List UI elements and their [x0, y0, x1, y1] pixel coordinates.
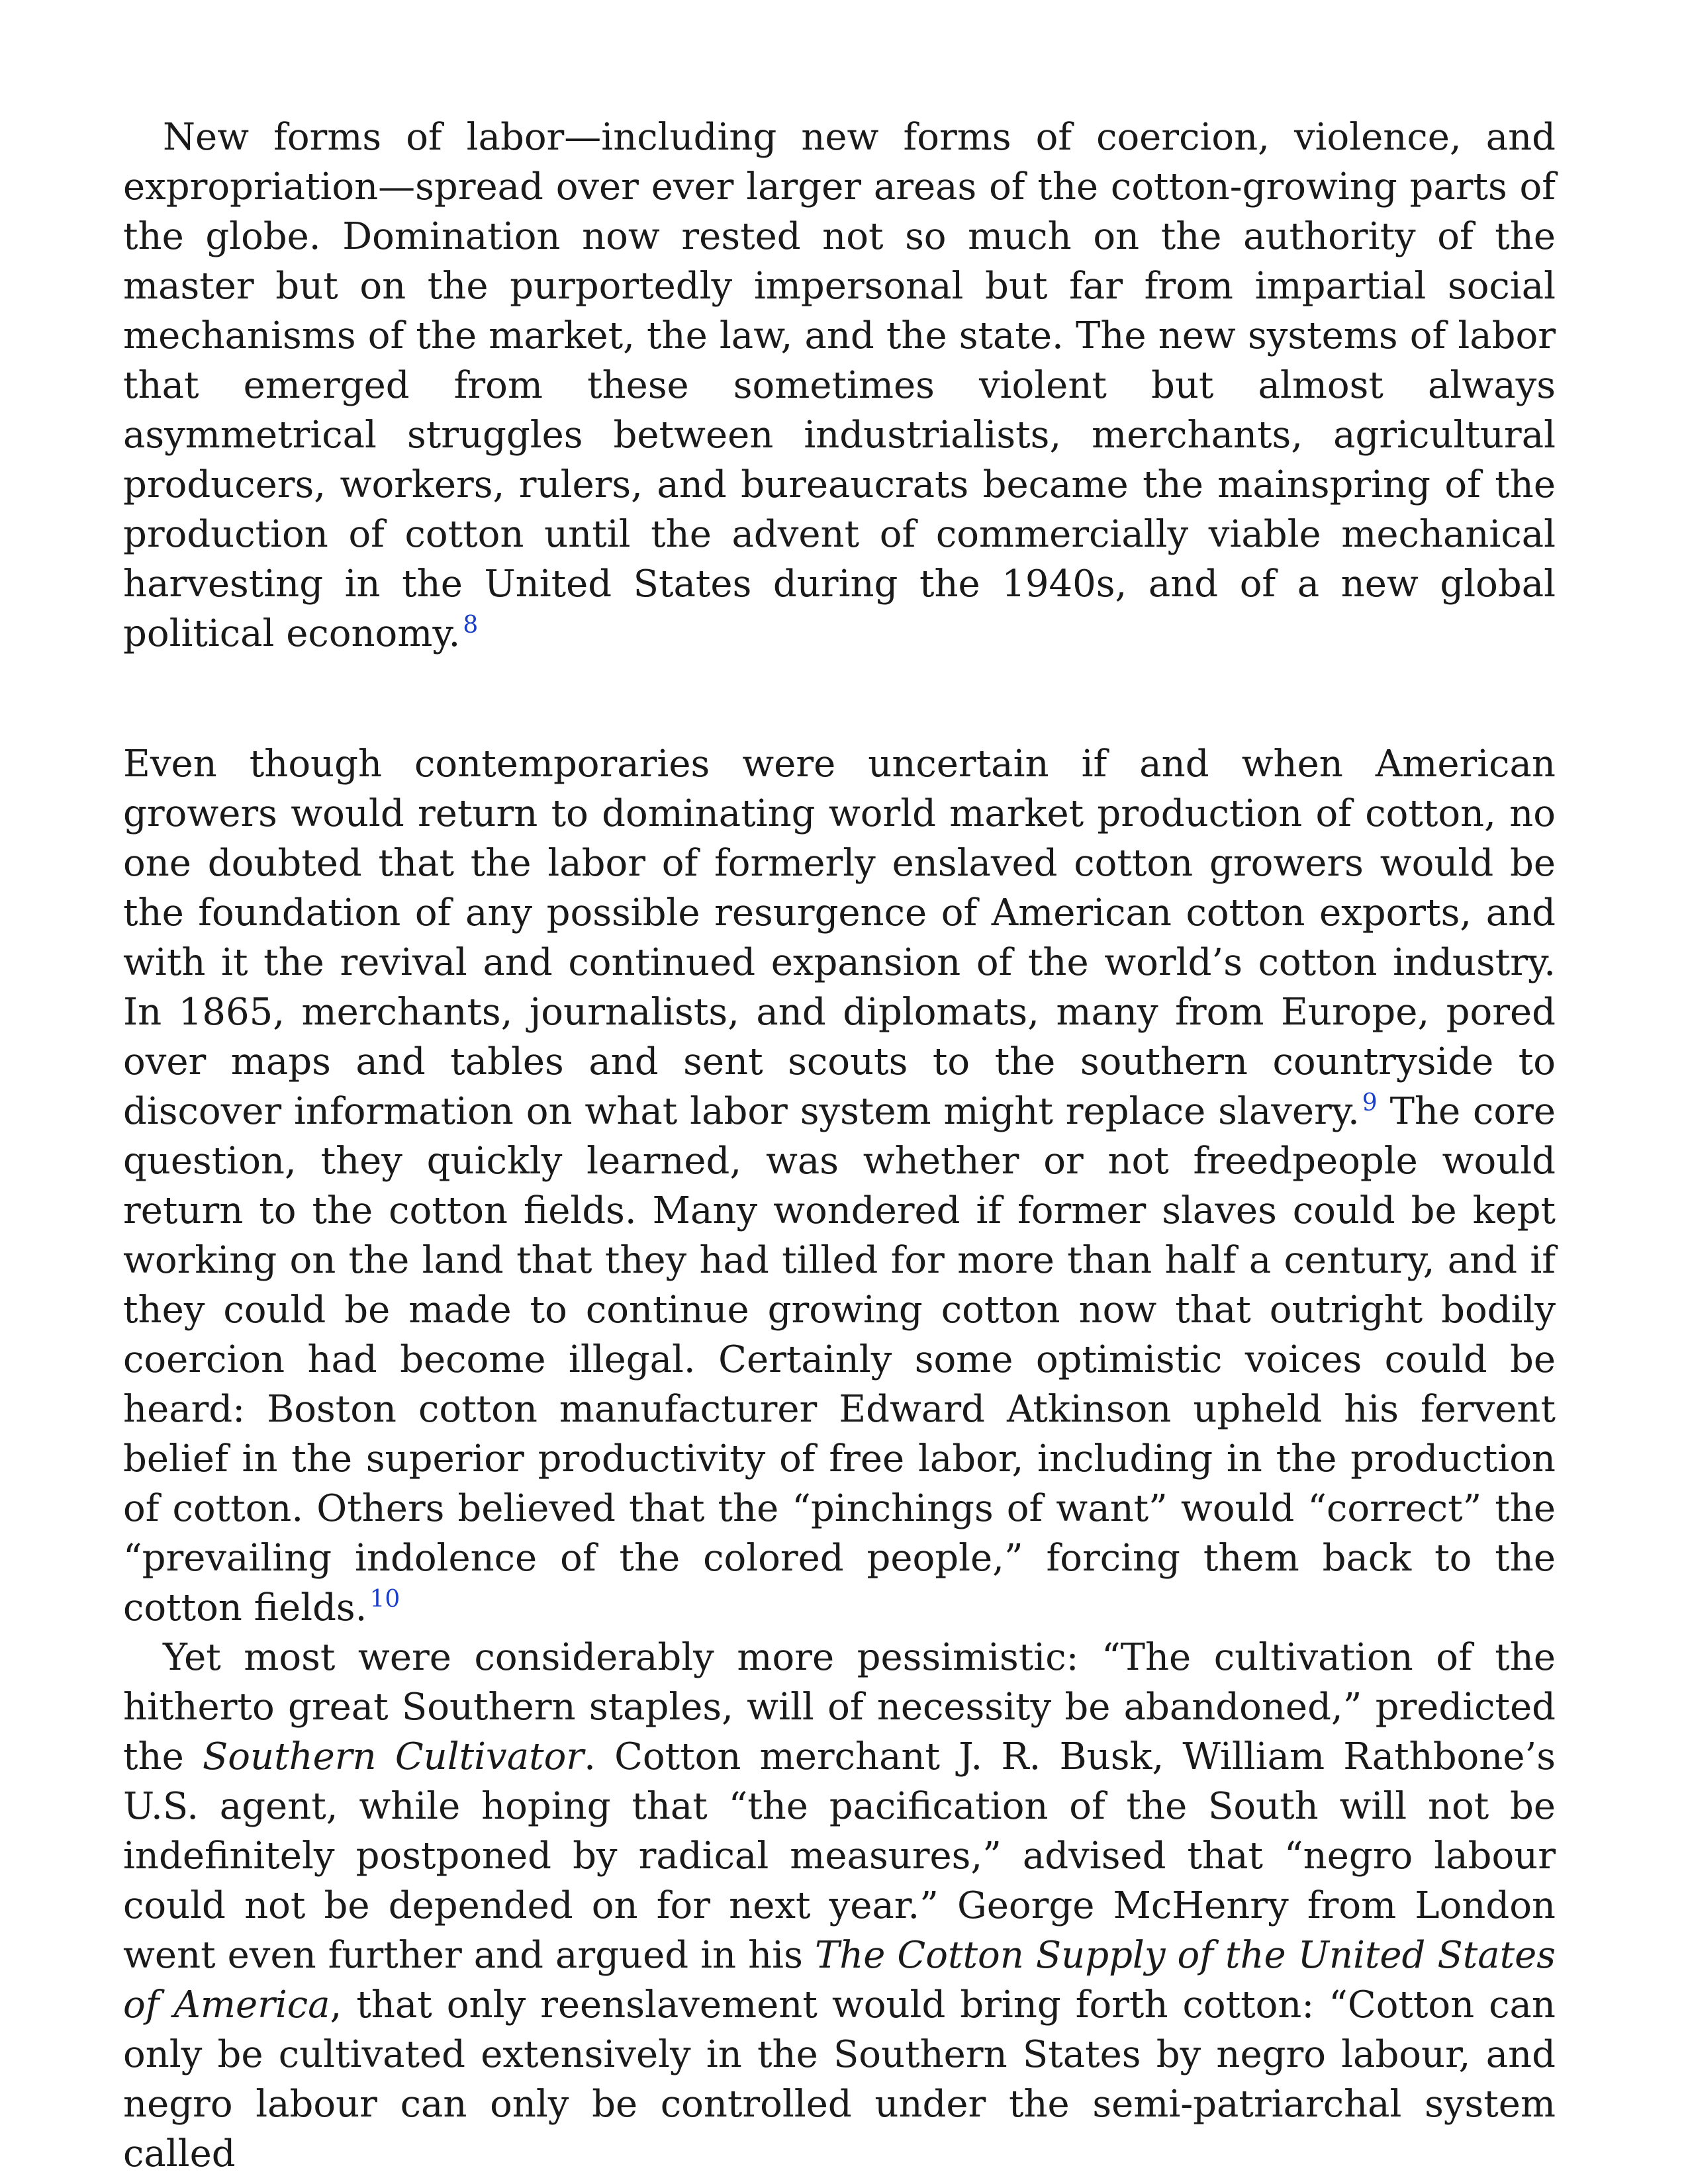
- footnote-link-9[interactable]: 9: [1362, 1089, 1378, 1116]
- paragraph-3: [123, 1633, 1556, 2179]
- title-southern-cultivator: Southern Cultivator: [202, 1735, 585, 1778]
- footnote-link-10[interactable]: 10: [369, 1586, 400, 1613]
- paragraph-3-text-c: , that only reenslavement would bring forth cotton: “Cotton can only be cultivated extensively in the Southern States by negro labour, and negro labour can only be controlled under the semi-patriarchal system called: [123, 1983, 1556, 2175]
- paragraph-3-text-b: . Cotton merchant J. R. Busk, William Rathbone’s U.S. agent, while hoping that “the pacification of the South will not be indefinitely postponed by radical measures,” advised that “negro labour could not be depended on for next year.” George McHenry from London went even further and argued in his: [123, 1735, 1556, 1977]
- paragraph-2: [123, 739, 1556, 1633]
- paragraph-3-text-a: Yet most were considerably more pessimistic: “The cultivation of the hitherto great Southern staples, will of necessity be abandoned,” predicted the: [123, 1636, 1556, 1778]
- document-page: [123, 113, 1556, 2179]
- footnote-link-8[interactable]: 8: [463, 612, 479, 639]
- paragraph-2-text-a: Even though contemporaries were uncertain if and when American growers would return to dominating world market production of cotton, no one doubted that the labor of formerly enslaved cotton growers would be the foundation of any possible resurgence of American cotton exports, and with it the revival and continued expansion of the world’s cotton industry. In 1865, merchants, journalists, and diplomats, many from Europe, pored over maps and tables and sent scouts to the southern countryside to discover information on what labor system might replace slavery.: [123, 743, 1556, 1133]
- paragraph-2-text-b: The core question, they quickly learned, was whether or not freedpeople would return to the cotton fields. Many wondered if former slaves could be kept working on the land that they had tilled for more than half a century, and if they could be made to continue growing cotton now that outright bodily coercion had become illegal. Certainly some optimistic voices could be heard: Boston cotton manufacturer Edward Atkinson upheld his fervent belief in the superior productivity of free labor, including in the production of cotton. Others believed that the “pinchings of want” would “correct” the “prevailing indolence of the colored people,” forcing them back to the cotton fields.: [123, 1090, 1556, 1629]
- paragraph-1-text: New forms of labor—including new forms of coercion, violence, and expropriation—spread over ever larger areas of the cotton-growing parts of the globe. Domination now rested not so much on the authority of the master but on the purportedly impersonal but far from impartial social mechanisms of the market, the law, and the state. The new systems of labor that emerged from these sometimes violent but almost always asymmetrical struggles between industrialists, merchants, agricultural producers, workers, rulers, and bureaucrats became the mainspring of the production of cotton until the advent of commercially viable mechanical harvesting in the United States during the 1940s, and of a new global political economy.: [123, 116, 1556, 655]
- title-cotton-supply: The Cotton Supply of the United States of America: [123, 1934, 1556, 2026]
- paragraph-1: [123, 113, 1556, 659]
